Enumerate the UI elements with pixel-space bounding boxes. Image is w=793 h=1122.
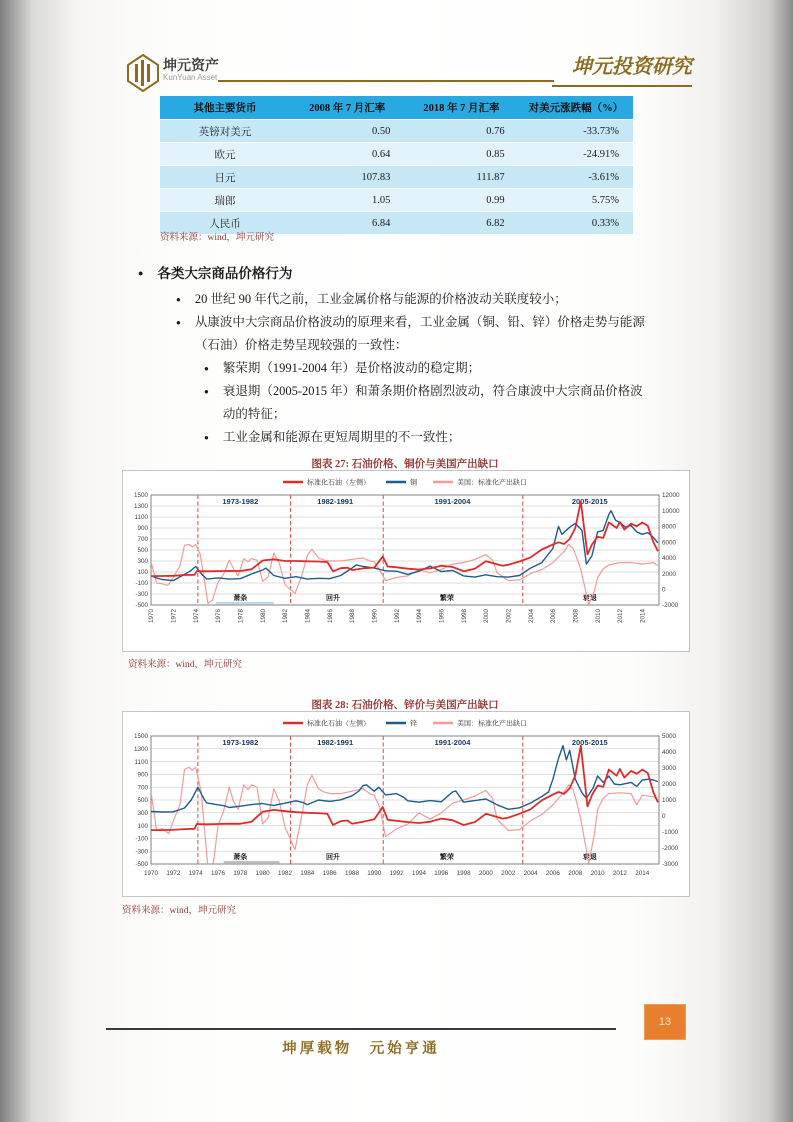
- change-cell: 5.75%: [519, 189, 633, 211]
- header-title-underline: [552, 85, 692, 87]
- svg-text:铜: 铜: [410, 479, 417, 487]
- svg-text:2008: 2008: [572, 609, 580, 624]
- bullet-item: ● 20 世纪 90 年代之前，工业金属价格与能源的价格波动关联度较小；: [176, 288, 654, 311]
- svg-text:1974: 1974: [192, 609, 200, 624]
- svg-text:1300: 1300: [133, 503, 148, 511]
- svg-text:2010: 2010: [590, 870, 605, 877]
- currency-cell: 欧元: [160, 143, 290, 165]
- svg-text:1500: 1500: [133, 492, 148, 500]
- rate-cell: 0.99: [404, 189, 518, 211]
- svg-text:100: 100: [137, 569, 148, 577]
- svg-text:4000: 4000: [662, 749, 677, 757]
- svg-text:1984: 1984: [300, 870, 315, 877]
- svg-text:0: 0: [662, 813, 666, 821]
- rate-cell: 0.85: [404, 143, 518, 165]
- column-header: 对美元涨跌幅（%）: [519, 96, 633, 119]
- rate-cell: 1.05: [290, 189, 404, 211]
- change-cell: -24.91%: [519, 143, 633, 165]
- footer-motto: 坤厚载物 元始亨通: [282, 1041, 440, 1057]
- svg-text:1982: 1982: [282, 609, 290, 624]
- svg-text:900: 900: [137, 525, 148, 533]
- table-row: [160, 166, 633, 188]
- svg-text:500: 500: [137, 797, 148, 805]
- svg-text:500: 500: [137, 547, 148, 555]
- svg-text:2004: 2004: [523, 870, 538, 877]
- column-header: 2018 年 7 月汇率: [404, 96, 518, 119]
- svg-text:1976: 1976: [210, 870, 225, 877]
- svg-text:2002: 2002: [505, 609, 513, 624]
- svg-text:3000: 3000: [662, 765, 677, 773]
- svg-text:繁荣: 繁荣: [439, 854, 454, 861]
- svg-text:萧条: 萧条: [233, 595, 248, 602]
- svg-text:萧条: 萧条: [233, 854, 248, 861]
- svg-text:1990: 1990: [367, 870, 382, 877]
- rate-cell: 107.83: [290, 166, 404, 188]
- rate-cell: 111.87: [404, 166, 518, 188]
- table-row: [160, 189, 633, 211]
- svg-text:繁荣: 繁荣: [439, 595, 454, 602]
- figure-27-source-note: 资料来源：wind，坤元研究: [128, 660, 243, 670]
- table-header-row: [160, 96, 633, 119]
- fx-rate-table: [160, 95, 633, 235]
- change-cell: 0.33%: [519, 212, 633, 234]
- rate-cell: 0.50: [290, 120, 404, 142]
- svg-text:1986: 1986: [322, 870, 337, 877]
- svg-text:2014: 2014: [635, 870, 650, 877]
- svg-text:2000: 2000: [478, 870, 493, 877]
- svg-text:1973-1982: 1973-1982: [222, 497, 259, 506]
- svg-text:1976: 1976: [215, 609, 223, 624]
- svg-text:1300: 1300: [133, 746, 148, 753]
- svg-text:美国：标准化产出缺口: 美国：标准化产出缺口: [457, 479, 527, 487]
- svg-text:-2000: -2000: [662, 602, 679, 610]
- svg-text:1972: 1972: [166, 870, 181, 877]
- table-row: [160, 143, 633, 165]
- svg-text:-1000: -1000: [662, 829, 679, 837]
- svg-text:1990: 1990: [371, 609, 379, 624]
- svg-text:2004: 2004: [527, 609, 535, 624]
- rate-cell: 0.76: [404, 120, 518, 142]
- currency-cell: 日元: [160, 166, 290, 188]
- svg-text:衰退: 衰退: [582, 854, 597, 861]
- svg-text:2000: 2000: [662, 570, 677, 578]
- svg-text:-500: -500: [135, 602, 148, 610]
- svg-text:2014: 2014: [639, 609, 647, 624]
- figure-27-caption: 图表 27: 石油价格、铜价与美国产出缺口: [311, 459, 499, 470]
- svg-text:1994: 1994: [416, 609, 424, 624]
- svg-text:8000: 8000: [662, 523, 677, 531]
- svg-text:-500: -500: [135, 861, 148, 869]
- table-row: [160, 120, 633, 142]
- svg-text:1973-1982: 1973-1982: [222, 738, 259, 747]
- svg-text:1978: 1978: [233, 870, 248, 877]
- svg-text:-100: -100: [135, 835, 148, 843]
- svg-text:1982-1991: 1982-1991: [317, 738, 354, 747]
- header-rule: [218, 80, 554, 82]
- svg-text:-2000: -2000: [662, 845, 679, 853]
- svg-text:2012: 2012: [617, 609, 625, 624]
- svg-text:1980: 1980: [259, 609, 267, 624]
- bullet-item: ● 工业金属和能源在更短周期里的不一致性；: [204, 426, 654, 449]
- svg-text:1994: 1994: [411, 870, 426, 877]
- svg-text:1988: 1988: [344, 870, 359, 877]
- bullet-item: ● 从康波中大宗商品价格波动的原理来看，工业金属（铜、铅、锌）价格走势与能源（石油）价格走势呈现较强的一致性：: [176, 311, 654, 357]
- svg-text:-3000: -3000: [662, 861, 679, 869]
- svg-text:1992: 1992: [389, 870, 404, 877]
- svg-text:1998: 1998: [460, 609, 468, 624]
- svg-text:0: 0: [662, 586, 666, 594]
- svg-text:5000: 5000: [662, 733, 677, 741]
- figure-28-source-note: 资料来源：wind，坤元研究: [122, 906, 237, 916]
- svg-text:1984: 1984: [304, 609, 312, 624]
- svg-text:2012: 2012: [612, 870, 627, 877]
- svg-text:2006: 2006: [550, 609, 558, 624]
- chart-oil-zinc-output-gap: [122, 711, 690, 897]
- svg-text:回升: 回升: [325, 854, 340, 861]
- svg-text:标准化石油（左侧）: 标准化石油（左侧）: [307, 479, 370, 487]
- svg-text:-300: -300: [135, 591, 148, 599]
- svg-text:1991-2004: 1991-2004: [434, 738, 471, 747]
- currency-cell: 人民币: [160, 212, 290, 234]
- svg-text:2005-2015: 2005-2015: [571, 497, 608, 506]
- bullet-item: ● 繁荣期（1991-2004 年）是价格波动的稳定期；: [204, 357, 654, 380]
- bullet-list: [138, 262, 686, 449]
- svg-text:1996: 1996: [438, 609, 446, 624]
- svg-text:900: 900: [137, 771, 148, 779]
- svg-text:1100: 1100: [134, 514, 148, 522]
- company-name-en: KunYuan Asset: [163, 73, 218, 82]
- page-number-badge: 13: [644, 1004, 686, 1040]
- column-header: 其他主要货币: [160, 96, 290, 119]
- change-cell: -3.61%: [519, 166, 633, 188]
- svg-text:1982: 1982: [277, 870, 292, 877]
- bullet-item: ● 衰退期（2005-2015 年）和萧条期价格剧烈波动，符合康波中大宗商品价格波动的特征；: [204, 380, 654, 426]
- company-name: 坤元资产: [163, 57, 219, 73]
- svg-text:1000: 1000: [662, 797, 677, 805]
- chart-oil-copper-output-gap: [122, 470, 690, 652]
- currency-cell: 英镑对美元: [160, 120, 290, 142]
- svg-text:1998: 1998: [456, 870, 471, 877]
- svg-text:1970: 1970: [143, 870, 159, 877]
- table-source-note: 资料来源：wind，坤元研究: [160, 233, 275, 243]
- svg-text:锌: 锌: [410, 720, 417, 728]
- svg-text:2005-2015: 2005-2015: [571, 738, 608, 747]
- svg-text:1978: 1978: [237, 609, 245, 624]
- svg-text:4000: 4000: [662, 555, 677, 563]
- currency-cell: 瑞郎: [160, 189, 290, 211]
- svg-text:100: 100: [137, 822, 148, 830]
- bullet-heading: ● 各类大宗商品价格行为: [138, 262, 686, 285]
- svg-text:2002: 2002: [501, 870, 516, 877]
- svg-text:2010: 2010: [594, 609, 602, 624]
- svg-text:2008: 2008: [568, 870, 583, 877]
- svg-text:300: 300: [137, 810, 148, 817]
- svg-text:1500: 1500: [133, 733, 148, 741]
- svg-text:衰退: 衰退: [582, 595, 597, 602]
- kunyuan-logo-icon: [127, 54, 159, 92]
- svg-text:标准化石油（左侧）: 标准化石油（左侧）: [307, 720, 370, 728]
- svg-text:1988: 1988: [349, 609, 357, 624]
- svg-text:1996: 1996: [434, 870, 449, 877]
- report-series-title: 坤元投资研究: [572, 56, 692, 78]
- svg-text:1100: 1100: [134, 758, 148, 766]
- rate-cell: 6.82: [404, 212, 518, 234]
- rate-cell: 0.64: [290, 143, 404, 165]
- svg-text:2000: 2000: [662, 781, 677, 789]
- svg-text:10000: 10000: [662, 507, 680, 515]
- svg-text:2006: 2006: [545, 870, 560, 877]
- svg-text:1972: 1972: [170, 609, 178, 624]
- svg-text:1991-2004: 1991-2004: [434, 497, 471, 506]
- svg-text:回升: 回升: [325, 595, 340, 602]
- figure-28-caption: 图表 28: 石油价格、锌价与美国产出缺口: [311, 700, 499, 711]
- svg-text:300: 300: [137, 558, 148, 566]
- svg-text:12000: 12000: [662, 492, 680, 500]
- svg-text:1974: 1974: [188, 870, 203, 877]
- column-header: 2008 年 7 月汇率: [290, 96, 404, 119]
- svg-text:1992: 1992: [393, 609, 401, 624]
- svg-text:1982-1991: 1982-1991: [317, 497, 354, 506]
- svg-text:-300: -300: [135, 848, 148, 856]
- svg-text:700: 700: [137, 784, 148, 792]
- svg-text:-100: -100: [135, 580, 148, 588]
- svg-text:700: 700: [137, 536, 148, 544]
- svg-text:1970: 1970: [148, 609, 156, 624]
- rate-cell: 6.84: [290, 212, 404, 234]
- change-cell: -33.73%: [519, 120, 633, 142]
- svg-text:2000: 2000: [483, 609, 491, 624]
- footer-rule: [106, 1028, 616, 1030]
- svg-text:6000: 6000: [662, 539, 677, 547]
- svg-text:1980: 1980: [255, 870, 270, 877]
- svg-text:1986: 1986: [326, 609, 334, 624]
- svg-text:美国：标准化产出缺口: 美国：标准化产出缺口: [457, 720, 527, 728]
